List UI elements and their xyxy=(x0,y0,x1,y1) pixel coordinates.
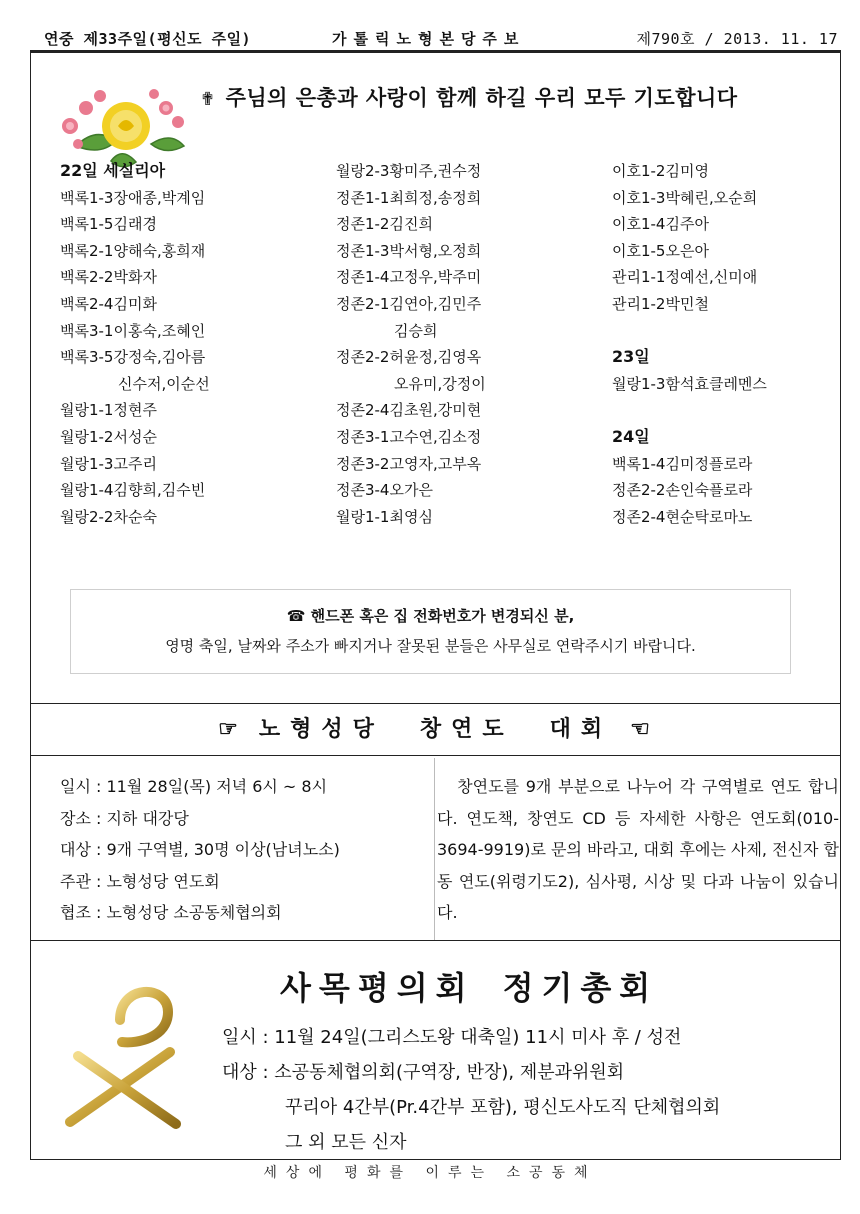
liturgical-day: 연중 제33주일(평신도 주일) xyxy=(44,30,252,48)
feast-entry: 백록3-5강정숙,김아름 xyxy=(60,348,206,367)
feast-entry: 이호1-3박혜린,오순희 xyxy=(612,188,758,207)
feast-entry: 김승희 xyxy=(394,321,438,340)
council-target-cont-2: 그 외 모든 신자 xyxy=(285,1132,407,1153)
feast-entry: 정존2-2손인숙플로라 xyxy=(612,481,753,500)
contest-title xyxy=(30,712,841,743)
feast-entry: 오유미,강정이 xyxy=(394,374,486,393)
cross-icon: ✟ xyxy=(200,89,216,110)
section-divider xyxy=(30,755,841,756)
feast-entry: 백록2-2박화자 xyxy=(60,268,157,287)
feast-entry: 백록1-5김래경 xyxy=(60,215,157,234)
feast-entry: 월랑1-1최영심 xyxy=(336,507,433,526)
feast-entry: 정존1-3박서형,오정희 xyxy=(336,241,482,260)
notice-line-1-text: 핸드폰 혹은 집 전화번호가 변경되신 분, xyxy=(310,607,575,625)
feast-entry: 월랑1-2서성순 xyxy=(60,427,157,446)
contest-description xyxy=(437,771,839,929)
feast-entry: 월랑1-3함석효클레멘스 xyxy=(612,374,767,393)
feast-entry: 정존1-2김진희 xyxy=(336,215,433,234)
council-title-b: 정기총회 xyxy=(502,969,659,1007)
notice-line-2: 영명 축일, 날짜와 주소가 빠지거나 잘못된 분들은 사무실로 연락주시기 바랍니다. xyxy=(165,637,696,655)
contest-support: 협조 : 노형성당 소공동체협의회 xyxy=(60,903,282,922)
feast-day-heading: 23일 xyxy=(612,347,650,367)
feast-column-1 xyxy=(60,158,210,530)
feast-entry: 월랑2-3황미주,권수정 xyxy=(336,162,482,180)
spacer xyxy=(612,318,767,345)
title-word-3: 대회 xyxy=(549,716,613,742)
feast-entry: 이호1-5오은아 xyxy=(612,241,709,260)
council-target-cont: 꾸리아 4간부(Pr.4간부 포함), 평신도사도직 단체협의회 xyxy=(285,1097,721,1118)
council-target: 대상 : 소공동체협의회(구역장, 반장), 제분과위원회 xyxy=(222,1062,625,1083)
council-details xyxy=(222,1020,720,1160)
feast-entry: 백록2-1양해숙,홍희재 xyxy=(60,241,206,260)
phone-icon: ☎ xyxy=(286,607,306,625)
feast-entry: 신수저,이순선 xyxy=(118,374,210,393)
contact-notice-box xyxy=(70,589,791,674)
bulletin-title: 가톨릭노형본당주보 xyxy=(332,30,526,48)
feast-entry: 월랑1-3고주리 xyxy=(60,454,157,473)
feast-entry: 백록2-4김미화 xyxy=(60,294,157,313)
council-title xyxy=(280,963,658,1009)
feast-entry: 관리1-1정예선,신미애 xyxy=(612,268,758,287)
feast-day-heading: 24일 xyxy=(612,426,650,446)
council-title-a: 사목평의회 xyxy=(280,969,475,1007)
feast-column-3 xyxy=(612,158,767,530)
feast-entry: 정존3-2고영자,고부옥 xyxy=(336,454,482,473)
title-word-1: 노형성당 xyxy=(258,716,384,742)
contest-description-text: 창연도를 9개 부분으로 나누어 각 구역별로 연도 합니다. 연도책, 창연도 CD 등 자세한 사항은 연도회(010-3694-9919)로 문의 바라고, 대회 후에는 사제, 전신자 합동 연도(위령기도2), 심사평, 시상 및 다과 나눔이 있습니다. xyxy=(437,777,839,922)
bulletin-header xyxy=(30,28,840,50)
feast-entry: 이호1-4김주아 xyxy=(612,215,709,234)
footer-motto: 세상에 평화를 이루는 소공동체 xyxy=(263,1165,597,1181)
feast-entry: 백록3-1이홍숙,조혜인 xyxy=(60,321,206,340)
feast-entry: 관리1-2박민철 xyxy=(612,294,709,313)
feast-entry: 월랑1-4김향희,김수빈 xyxy=(60,481,206,500)
feast-day-heading: 22일 세실리아 xyxy=(60,161,166,180)
feast-entry: 정존3-4오가은 xyxy=(336,481,433,500)
contest-target: 대상 : 9개 구역별, 30명 이상(남녀노소) xyxy=(60,840,340,859)
contest-date: 일시 : 11월 28일(목) 저녁 6시 ~ 8시 xyxy=(60,777,328,796)
title-word-2: 창연도 xyxy=(419,716,514,742)
feast-entry: 백록1-4김미정플로라 xyxy=(612,454,753,473)
notice-line-1 xyxy=(71,605,790,626)
contest-details xyxy=(60,771,340,929)
issue-number-date: 제790호 / 2013. 11. 17 xyxy=(636,30,838,48)
chi-rho-icon xyxy=(58,982,188,1132)
section-divider xyxy=(30,703,841,704)
pointing-hand-left-icon: ☜ xyxy=(630,716,653,742)
pointing-hand-right-icon: ☞ xyxy=(218,716,241,742)
feast-entry: 정존2-2허윤정,김영옥 xyxy=(336,348,482,367)
column-divider xyxy=(434,758,435,940)
council-date: 일시 : 11월 24일(그리스도왕 대축일) 11시 미사 후 / 성전 xyxy=(222,1027,682,1048)
feast-entry: 정존1-4고정우,박주미 xyxy=(336,268,482,287)
feast-entry: 정존2-1김연아,김민주 xyxy=(336,294,482,313)
feast-entry: 정존2-4현순탁로마노 xyxy=(612,507,753,526)
feast-entry: 백록1-3장애종,박계임 xyxy=(60,188,206,207)
section-divider xyxy=(30,940,841,941)
feast-entry: 이호1-2김미영 xyxy=(612,162,709,180)
feast-entry: 정존1-1최희정,송정희 xyxy=(336,188,482,207)
contest-place: 장소 : 지하 대강당 xyxy=(60,808,189,828)
feast-entry: 정존3-1고수연,김소정 xyxy=(336,427,482,446)
prayer-text: 주님의 은총과 사랑이 함께 하길 우리 모두 기도합니다 xyxy=(225,86,738,110)
spacer xyxy=(612,397,767,424)
prayer-banner xyxy=(200,82,738,112)
feast-entry: 월랑1-1정현주 xyxy=(60,401,157,420)
contest-host: 주관 : 노형성당 연도회 xyxy=(60,871,220,891)
feast-column-2 xyxy=(336,158,486,530)
feast-entry: 정존2-4김초원,강미현 xyxy=(336,401,482,420)
feast-entry: 월랑2-2차순숙 xyxy=(60,507,157,526)
